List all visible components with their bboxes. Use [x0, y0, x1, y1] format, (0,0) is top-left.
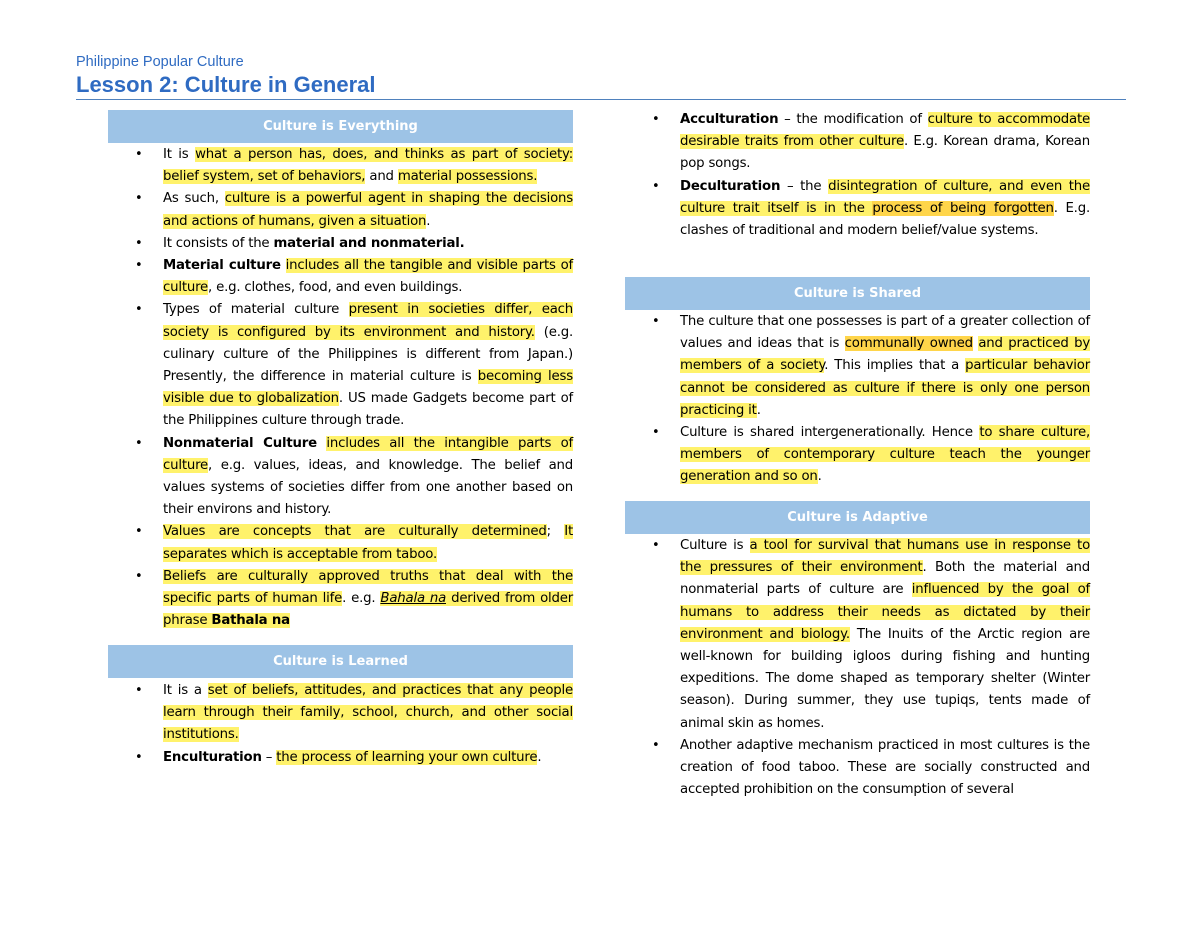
learned-list-continued	[625, 109, 1090, 242]
list-item: • The culture that one possesses is part of a greater collection of values and ideas that is communally owned and practiced by members of a society. This implies that a particular behavior cannot be considered as culture if there is only one person practicing it.	[625, 311, 1090, 422]
bullet-icon: •	[135, 302, 143, 318]
section-header-everything: Culture is Everything	[108, 110, 573, 143]
list-item: • Types of material culture present in societies differ, each society is configured by its environment and history. (e.g. culinary culture of the Philippines is different from Japan.) Presently, the difference in material culture is becoming less visible due to globalization. US made Gadgets become part of the Philippines culture through trade.	[108, 299, 573, 432]
bullet-icon: •	[652, 425, 660, 441]
bullet-icon: •	[652, 538, 660, 553]
list-item: • It consists of the material and nonmaterial.	[108, 233, 573, 255]
list-item: • Culture is a tool for survival that humans use in response to the pressures of their environment. Both the material and nonmaterial parts of culture are influenced by the goal of humans to address their needs as dictated by their environment and biology. The Inuits of the Arctic region are well-known for building igloos during fishing and hunting expeditions. The dome shaped as temporary shelter (Winter season). During summer, they use tupiqs, tents made of animal skin as homes.	[625, 535, 1090, 735]
list-item: • Material culture includes all the tangible and visible parts of culture, e.g. clothes, food, and even buildings.	[108, 255, 573, 299]
bullet-icon: •	[135, 235, 143, 251]
list-item: • Enculturation – the process of learning your own culture.	[108, 747, 573, 769]
section-header-shared: Culture is Shared	[625, 277, 1090, 310]
list-item: • Culture is shared intergenerationally. Hence to share culture, members of contemporary culture teach the younger generation and so on.	[625, 422, 1090, 489]
list-item: • Deculturation – the disintegration of culture, and even the culture trait itself is in the process of being forgotten. E.g. clashes of traditional and modern belief/value systems.	[625, 176, 1090, 243]
bullet-icon: •	[135, 683, 143, 698]
list-item: • Another adaptive mechanism practiced in most cultures is the creation of food taboo. These are socially constructed and accepted prohibition on the consumption of several	[625, 735, 1090, 802]
bullet-icon: •	[135, 435, 143, 451]
bullet-icon: •	[652, 737, 660, 753]
list-item: • Nonmaterial Culture includes all the intangible parts of culture, e.g. values, ideas, and knowledge. The belief and values systems of societies differ from one another based on their environs and history.	[108, 433, 573, 522]
section-header-learned: Culture is Learned	[108, 645, 573, 678]
bullet-icon: •	[135, 524, 143, 540]
bullet-icon: •	[135, 749, 143, 765]
bullet-icon: •	[135, 191, 143, 207]
document-header	[76, 52, 1126, 98]
list-item: • Values are concepts that are culturally determined; It separates which is acceptable from taboo.	[108, 521, 573, 565]
list-item: • It is a set of beliefs, attitudes, and practices that any people learn through their family, school, church, and other social institutions.	[108, 680, 573, 747]
bullet-icon: •	[135, 258, 143, 274]
bullet-icon: •	[135, 147, 143, 162]
bullet-icon: •	[135, 568, 143, 584]
list-item: • As such, culture is a powerful agent in shaping the decisions and actions of humans, given a situation.	[108, 188, 573, 232]
adaptive-list	[625, 535, 1090, 801]
bullet-icon: •	[652, 112, 660, 127]
bullet-icon: •	[652, 314, 660, 329]
list-item: • Beliefs are culturally approved truths that deal with the specific parts of human life. e.g. Bahala na derived from older phrase Bathala na	[108, 566, 573, 633]
header-rule	[76, 99, 1126, 100]
shared-list	[625, 311, 1090, 489]
bullet-icon: •	[652, 178, 660, 194]
list-item: • Acculturation – the modification of culture to accommodate desirable traits from other culture. E.g. Korean drama, Korean pop songs.	[625, 109, 1090, 176]
list-item: • It is what a person has, does, and thinks as part of society: belief system, set of behaviors, and material possessions.	[108, 144, 573, 188]
learned-list	[108, 680, 573, 769]
section-header-adaptive: Culture is Adaptive	[625, 501, 1090, 534]
everything-list	[108, 144, 573, 632]
course-subtitle: Philippine Popular Culture	[76, 54, 244, 70]
lesson-title: Lesson 2: Culture in General	[76, 72, 376, 97]
